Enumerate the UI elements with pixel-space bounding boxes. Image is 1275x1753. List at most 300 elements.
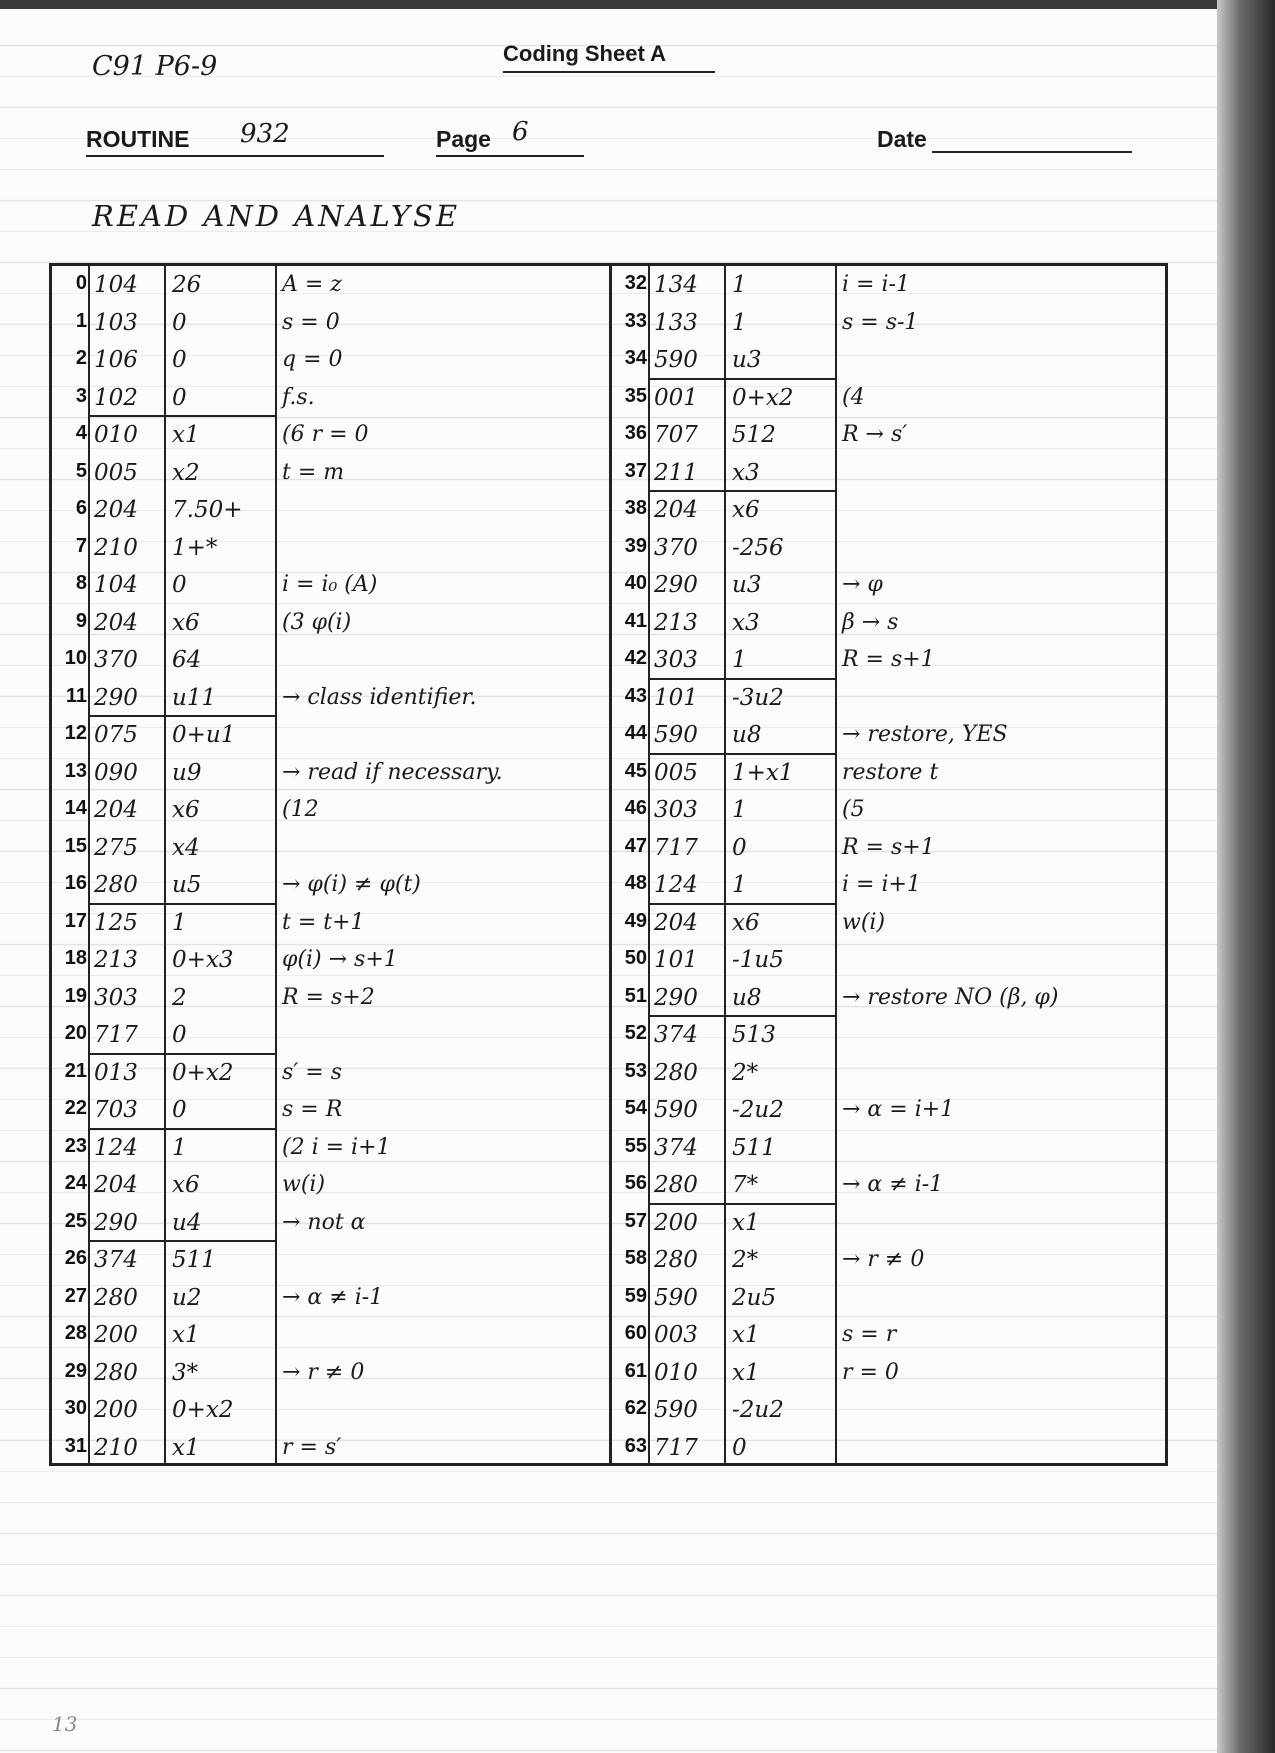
opcode-cell: 290 bbox=[94, 1209, 138, 1236]
table-row bbox=[52, 1204, 612, 1242]
table-row bbox=[52, 866, 612, 904]
address-cell: 1 bbox=[732, 872, 747, 898]
table-row bbox=[52, 1316, 612, 1354]
block-separator bbox=[650, 490, 837, 492]
block-separator bbox=[90, 715, 277, 717]
opcode-cell: 290 bbox=[94, 684, 138, 711]
note-cell: R = s+1 bbox=[842, 647, 935, 672]
coding-sheet bbox=[0, 9, 1217, 1753]
opcode-cell: 003 bbox=[654, 1322, 698, 1348]
block-separator bbox=[90, 1053, 277, 1055]
address-cell: x3 bbox=[732, 459, 760, 486]
note-cell: (6 r = 0 bbox=[282, 422, 369, 447]
opcode-cell: 374 bbox=[654, 1134, 698, 1161]
line-number: 13 bbox=[64, 759, 87, 782]
line-number: 14 bbox=[64, 797, 87, 819]
line-number: 63 bbox=[624, 1434, 647, 1457]
block-separator bbox=[90, 415, 277, 417]
opcode-cell: 106 bbox=[94, 347, 138, 373]
opcode-cell: 280 bbox=[654, 1172, 698, 1198]
line-number: 32 bbox=[624, 272, 647, 294]
opcode-cell: 102 bbox=[94, 384, 138, 411]
line-number: 22 bbox=[64, 1097, 87, 1119]
line-number: 45 bbox=[624, 759, 647, 782]
address-cell: u3 bbox=[732, 347, 762, 373]
address-cell: 1 bbox=[172, 909, 187, 936]
note-cell: → r ≠ 0 bbox=[842, 1247, 925, 1272]
address-cell: 1 bbox=[732, 309, 747, 336]
table-row bbox=[612, 1391, 1168, 1429]
line-number: 55 bbox=[624, 1134, 647, 1157]
line-number: 44 bbox=[624, 722, 647, 744]
table-row bbox=[52, 604, 612, 642]
line-number: 48 bbox=[624, 872, 647, 894]
note-cell: w(i) bbox=[842, 909, 886, 935]
line-number: 41 bbox=[624, 609, 647, 632]
address-cell: x6 bbox=[172, 797, 200, 823]
address-cell: x1 bbox=[172, 1322, 200, 1348]
note-cell: → φ bbox=[842, 572, 883, 597]
line-number: 27 bbox=[64, 1284, 87, 1307]
block-separator bbox=[650, 678, 837, 680]
table-row bbox=[52, 679, 612, 717]
address-cell: 2 bbox=[172, 984, 187, 1011]
line-number: 59 bbox=[624, 1284, 647, 1307]
sheet-title: Coding Sheet A bbox=[503, 41, 715, 73]
table-row bbox=[52, 379, 612, 417]
line-number: 34 bbox=[624, 347, 647, 369]
note-cell: s = 0 bbox=[282, 309, 340, 335]
address-cell: 0 bbox=[172, 309, 187, 336]
line-number: 9 bbox=[75, 609, 87, 632]
opcode-cell: 005 bbox=[94, 459, 138, 486]
opcode-cell: 005 bbox=[654, 759, 698, 786]
block-separator bbox=[90, 1128, 277, 1130]
table-row bbox=[612, 604, 1168, 642]
opcode-cell: 590 bbox=[654, 1284, 698, 1311]
note-cell: → φ(i) ≠ φ(t) bbox=[282, 872, 421, 897]
line-number: 39 bbox=[624, 534, 647, 557]
address-cell: -2u2 bbox=[732, 1097, 784, 1123]
table-row bbox=[612, 1316, 1168, 1354]
page-value: 6 bbox=[512, 117, 529, 147]
table-row bbox=[52, 1091, 612, 1129]
line-number: 33 bbox=[624, 309, 647, 332]
line-number: 35 bbox=[624, 384, 647, 407]
block-separator bbox=[650, 1015, 837, 1017]
address-cell: 0+u1 bbox=[172, 722, 236, 748]
grid-left-half bbox=[52, 266, 612, 1463]
line-number: 21 bbox=[64, 1059, 87, 1082]
address-cell: 512 bbox=[732, 422, 776, 448]
table-row bbox=[612, 491, 1168, 529]
opcode-cell: 104 bbox=[94, 572, 138, 598]
address-cell: 7.50+ bbox=[172, 497, 243, 523]
table-row bbox=[612, 529, 1168, 567]
page-label: Page bbox=[436, 126, 491, 152]
opcode-cell: 104 bbox=[94, 272, 138, 298]
note-cell: → α ≠ i-1 bbox=[282, 1284, 384, 1310]
table-row bbox=[52, 566, 612, 604]
note-cell: → r ≠ 0 bbox=[282, 1359, 365, 1385]
address-cell: 1 bbox=[172, 1134, 187, 1161]
line-number: 0 bbox=[75, 272, 87, 294]
address-cell: 1+x1 bbox=[732, 759, 794, 786]
address-cell: u11 bbox=[172, 684, 217, 711]
address-cell: x1 bbox=[172, 1434, 200, 1461]
address-cell: 0+x2 bbox=[172, 1059, 234, 1086]
block-separator bbox=[650, 1203, 837, 1205]
address-cell: 0 bbox=[732, 834, 747, 861]
note-cell: (3 φ(i) bbox=[282, 609, 352, 635]
opcode-cell: 010 bbox=[94, 422, 138, 448]
note-cell: s = r bbox=[842, 1322, 897, 1347]
table-row bbox=[612, 304, 1168, 342]
opcode-cell: 290 bbox=[654, 984, 698, 1011]
address-cell: u5 bbox=[172, 872, 202, 898]
address-cell: x4 bbox=[172, 834, 200, 861]
address-cell: 0 bbox=[172, 347, 187, 373]
table-row bbox=[52, 829, 612, 867]
line-number: 51 bbox=[624, 984, 647, 1007]
footer-mark: 13 bbox=[52, 1712, 78, 1736]
table-row bbox=[52, 641, 612, 679]
opcode-cell: 590 bbox=[654, 347, 698, 373]
opcode-cell: 213 bbox=[654, 609, 698, 636]
opcode-cell: 125 bbox=[94, 909, 138, 936]
address-cell: 1 bbox=[732, 647, 747, 673]
address-cell: x6 bbox=[172, 609, 200, 636]
table-row bbox=[612, 904, 1168, 942]
note-cell: i = i+1 bbox=[842, 872, 921, 897]
address-cell: 511 bbox=[732, 1134, 776, 1161]
opcode-cell: 717 bbox=[654, 834, 698, 861]
table-row bbox=[52, 454, 612, 492]
address-cell: x1 bbox=[732, 1209, 760, 1236]
line-number: 19 bbox=[64, 984, 87, 1007]
opcode-cell: 133 bbox=[654, 309, 698, 336]
address-cell: x1 bbox=[732, 1322, 760, 1348]
line-number: 1 bbox=[75, 309, 87, 332]
address-cell: 0 bbox=[172, 384, 187, 411]
opcode-cell: 280 bbox=[94, 872, 138, 898]
line-number: 28 bbox=[64, 1322, 87, 1344]
line-number: 37 bbox=[624, 459, 647, 482]
line-number: 62 bbox=[624, 1397, 647, 1419]
table-row bbox=[612, 941, 1168, 979]
table-row bbox=[52, 904, 612, 942]
scan-top-shadow bbox=[0, 0, 1275, 9]
line-number: 56 bbox=[624, 1172, 647, 1194]
opcode-cell: 707 bbox=[654, 422, 698, 448]
line-number: 42 bbox=[624, 647, 647, 669]
note-cell: → restore, YES bbox=[842, 722, 1008, 747]
table-row bbox=[612, 866, 1168, 904]
line-number: 50 bbox=[624, 947, 647, 969]
note-cell: A = z bbox=[282, 272, 342, 297]
address-cell: 2* bbox=[732, 1059, 759, 1086]
address-cell: 0 bbox=[172, 1097, 187, 1123]
line-number: 40 bbox=[624, 572, 647, 594]
line-number: 47 bbox=[624, 834, 647, 857]
routine-label: ROUTINE bbox=[86, 126, 190, 152]
address-cell: x1 bbox=[172, 422, 200, 448]
line-number: 12 bbox=[64, 722, 87, 744]
line-number: 3 bbox=[75, 384, 87, 407]
address-cell: -3u2 bbox=[732, 684, 784, 711]
note-cell: s′ = s bbox=[282, 1059, 342, 1085]
top-left-note: C91 P6-9 bbox=[92, 51, 218, 82]
opcode-cell: 204 bbox=[654, 909, 698, 936]
opcode-cell: 001 bbox=[654, 384, 698, 411]
note-cell: → restore NO (β, φ) bbox=[842, 984, 1059, 1010]
line-number: 7 bbox=[75, 534, 87, 557]
line-number: 52 bbox=[624, 1022, 647, 1044]
line-number: 18 bbox=[64, 947, 87, 969]
note-cell: q = 0 bbox=[282, 347, 343, 372]
line-number: 61 bbox=[624, 1359, 647, 1382]
table-row bbox=[52, 1016, 612, 1054]
note-cell: f.s. bbox=[282, 384, 315, 410]
address-cell: u4 bbox=[172, 1209, 202, 1236]
line-number: 36 bbox=[624, 422, 647, 444]
address-cell: -256 bbox=[732, 534, 784, 561]
opcode-cell: 204 bbox=[654, 497, 698, 523]
note-cell: t = t+1 bbox=[282, 909, 365, 935]
note-cell: (4 bbox=[842, 384, 865, 410]
note-cell: R → s′ bbox=[842, 422, 908, 447]
routine-title: READ AND ANALYSE bbox=[92, 199, 461, 233]
line-number: 53 bbox=[624, 1059, 647, 1082]
table-row bbox=[52, 1279, 612, 1317]
table-row bbox=[52, 791, 612, 829]
table-row bbox=[612, 1279, 1168, 1317]
opcode-cell: 200 bbox=[94, 1397, 138, 1423]
table-row bbox=[52, 1129, 612, 1167]
address-cell: u3 bbox=[732, 572, 762, 598]
line-number: 25 bbox=[64, 1209, 87, 1232]
table-row bbox=[612, 454, 1168, 492]
table-row bbox=[612, 379, 1168, 417]
opcode-cell: 124 bbox=[94, 1134, 138, 1161]
note-cell: (5 bbox=[842, 797, 865, 822]
address-cell: x2 bbox=[172, 459, 200, 486]
coding-grid bbox=[49, 263, 1168, 1466]
note-cell: (12 bbox=[282, 797, 319, 822]
block-separator bbox=[90, 1240, 277, 1242]
address-cell: 7* bbox=[732, 1172, 759, 1198]
routine-underline bbox=[86, 155, 384, 157]
opcode-cell: 280 bbox=[94, 1359, 138, 1386]
block-separator bbox=[650, 753, 837, 755]
line-number: 8 bbox=[75, 572, 87, 594]
address-cell: 1 bbox=[732, 272, 747, 298]
address-cell: u9 bbox=[172, 759, 202, 786]
table-row bbox=[612, 716, 1168, 754]
address-cell: 26 bbox=[172, 272, 202, 298]
table-row bbox=[612, 416, 1168, 454]
opcode-cell: 590 bbox=[654, 722, 698, 748]
address-cell: u8 bbox=[732, 984, 762, 1011]
note-cell: (2 i = i+1 bbox=[282, 1134, 391, 1160]
line-number: 57 bbox=[624, 1209, 647, 1232]
address-cell: u2 bbox=[172, 1284, 202, 1311]
table-row bbox=[52, 491, 612, 529]
address-cell: 64 bbox=[172, 647, 202, 673]
table-row bbox=[612, 1241, 1168, 1279]
address-cell: -1u5 bbox=[732, 947, 784, 973]
opcode-cell: 210 bbox=[94, 1434, 138, 1461]
table-row bbox=[612, 641, 1168, 679]
opcode-cell: 370 bbox=[94, 647, 138, 673]
table-row bbox=[612, 566, 1168, 604]
line-number: 38 bbox=[624, 497, 647, 519]
table-row bbox=[612, 1204, 1168, 1242]
table-row bbox=[612, 1016, 1168, 1054]
table-row bbox=[612, 1054, 1168, 1092]
address-cell: 2u5 bbox=[732, 1284, 777, 1311]
line-number: 5 bbox=[75, 459, 87, 482]
address-cell: 3* bbox=[172, 1359, 199, 1386]
line-number: 15 bbox=[64, 834, 87, 857]
line-number: 54 bbox=[624, 1097, 647, 1119]
address-cell: 0+x2 bbox=[172, 1397, 234, 1423]
table-row bbox=[612, 754, 1168, 792]
address-cell: x6 bbox=[732, 497, 760, 523]
opcode-cell: 213 bbox=[94, 947, 138, 973]
opcode-cell: 303 bbox=[94, 984, 138, 1011]
note-cell: β → s bbox=[842, 609, 899, 635]
note-cell: r = 0 bbox=[842, 1359, 899, 1385]
line-number: 23 bbox=[64, 1134, 87, 1157]
opcode-cell: 210 bbox=[94, 534, 138, 561]
opcode-cell: 370 bbox=[654, 534, 698, 561]
opcode-cell: 374 bbox=[94, 1247, 138, 1273]
opcode-cell: 013 bbox=[94, 1059, 138, 1086]
opcode-cell: 717 bbox=[94, 1022, 138, 1048]
table-row bbox=[52, 266, 612, 304]
table-row bbox=[612, 1429, 1168, 1467]
opcode-cell: 703 bbox=[94, 1097, 138, 1123]
address-cell: 0 bbox=[172, 572, 187, 598]
address-cell: x3 bbox=[732, 609, 760, 636]
note-cell: → class identifier. bbox=[282, 684, 477, 710]
note-cell: → α ≠ i-1 bbox=[842, 1172, 944, 1197]
opcode-cell: 075 bbox=[94, 722, 138, 748]
grid-right-half bbox=[612, 266, 1168, 1463]
opcode-cell: 374 bbox=[654, 1022, 698, 1048]
note-cell: → not α bbox=[282, 1209, 366, 1235]
opcode-cell: 101 bbox=[654, 947, 698, 973]
address-cell: u8 bbox=[732, 722, 762, 748]
note-cell: t = m bbox=[282, 459, 345, 485]
table-row bbox=[52, 754, 612, 792]
table-row bbox=[612, 1129, 1168, 1167]
page-underline bbox=[436, 155, 584, 157]
line-number: 58 bbox=[624, 1247, 647, 1269]
block-separator bbox=[650, 903, 837, 905]
opcode-cell: 303 bbox=[654, 647, 698, 673]
note-cell: → α = i+1 bbox=[842, 1097, 955, 1122]
table-row bbox=[52, 341, 612, 379]
line-number: 10 bbox=[64, 647, 87, 669]
table-row bbox=[52, 1429, 612, 1467]
opcode-cell: 211 bbox=[654, 459, 698, 486]
opcode-cell: 590 bbox=[654, 1097, 698, 1123]
line-number: 4 bbox=[75, 422, 87, 444]
table-row bbox=[52, 1354, 612, 1392]
opcode-cell: 290 bbox=[654, 572, 698, 598]
note-cell: φ(i) → s+1 bbox=[282, 947, 398, 972]
note-cell: restore t bbox=[842, 759, 939, 785]
address-cell: 1+* bbox=[172, 534, 218, 561]
block-separator bbox=[90, 903, 277, 905]
opcode-cell: 590 bbox=[654, 1397, 698, 1423]
line-number: 17 bbox=[64, 909, 87, 932]
table-row bbox=[52, 529, 612, 567]
table-row bbox=[612, 341, 1168, 379]
address-cell: 0 bbox=[172, 1022, 187, 1048]
opcode-cell: 204 bbox=[94, 797, 138, 823]
table-row bbox=[612, 791, 1168, 829]
note-cell: w(i) bbox=[282, 1172, 326, 1197]
address-cell: x6 bbox=[172, 1172, 200, 1198]
block-separator bbox=[650, 378, 837, 380]
table-row bbox=[612, 1091, 1168, 1129]
note-cell: R = s+2 bbox=[282, 984, 375, 1010]
table-row bbox=[612, 679, 1168, 717]
opcode-cell: 200 bbox=[94, 1322, 138, 1348]
address-cell: 513 bbox=[732, 1022, 776, 1048]
opcode-cell: 200 bbox=[654, 1209, 698, 1236]
address-cell: 0 bbox=[732, 1434, 747, 1461]
address-cell: 511 bbox=[172, 1247, 216, 1273]
opcode-cell: 275 bbox=[94, 834, 138, 861]
line-number: 43 bbox=[624, 684, 647, 707]
opcode-cell: 717 bbox=[654, 1434, 698, 1461]
opcode-cell: 090 bbox=[94, 759, 138, 786]
opcode-cell: 303 bbox=[654, 797, 698, 823]
table-row bbox=[612, 979, 1168, 1017]
note-cell: → read if necessary. bbox=[282, 759, 503, 785]
line-number: 11 bbox=[65, 684, 87, 707]
line-number: 24 bbox=[64, 1172, 87, 1194]
address-cell: 2* bbox=[732, 1247, 759, 1273]
line-number: 30 bbox=[64, 1397, 87, 1419]
table-row bbox=[52, 304, 612, 342]
opcode-cell: 010 bbox=[654, 1359, 698, 1386]
note-cell: s = R bbox=[282, 1097, 343, 1122]
line-number: 26 bbox=[64, 1247, 87, 1269]
opcode-cell: 101 bbox=[654, 684, 698, 711]
note-cell: R = s+1 bbox=[842, 834, 935, 860]
table-row bbox=[52, 941, 612, 979]
line-number: 20 bbox=[64, 1022, 87, 1044]
table-row bbox=[52, 1241, 612, 1279]
address-cell: x1 bbox=[732, 1359, 760, 1386]
table-row bbox=[612, 829, 1168, 867]
date-underline bbox=[932, 151, 1132, 153]
scan-edge-shadow bbox=[1217, 0, 1275, 1753]
line-number: 60 bbox=[624, 1322, 647, 1344]
line-number: 31 bbox=[64, 1434, 87, 1457]
opcode-cell: 204 bbox=[94, 497, 138, 523]
note-cell: i = i-1 bbox=[842, 272, 910, 297]
table-row bbox=[52, 416, 612, 454]
line-number: 16 bbox=[64, 872, 87, 894]
opcode-cell: 204 bbox=[94, 1172, 138, 1198]
table-row bbox=[52, 716, 612, 754]
